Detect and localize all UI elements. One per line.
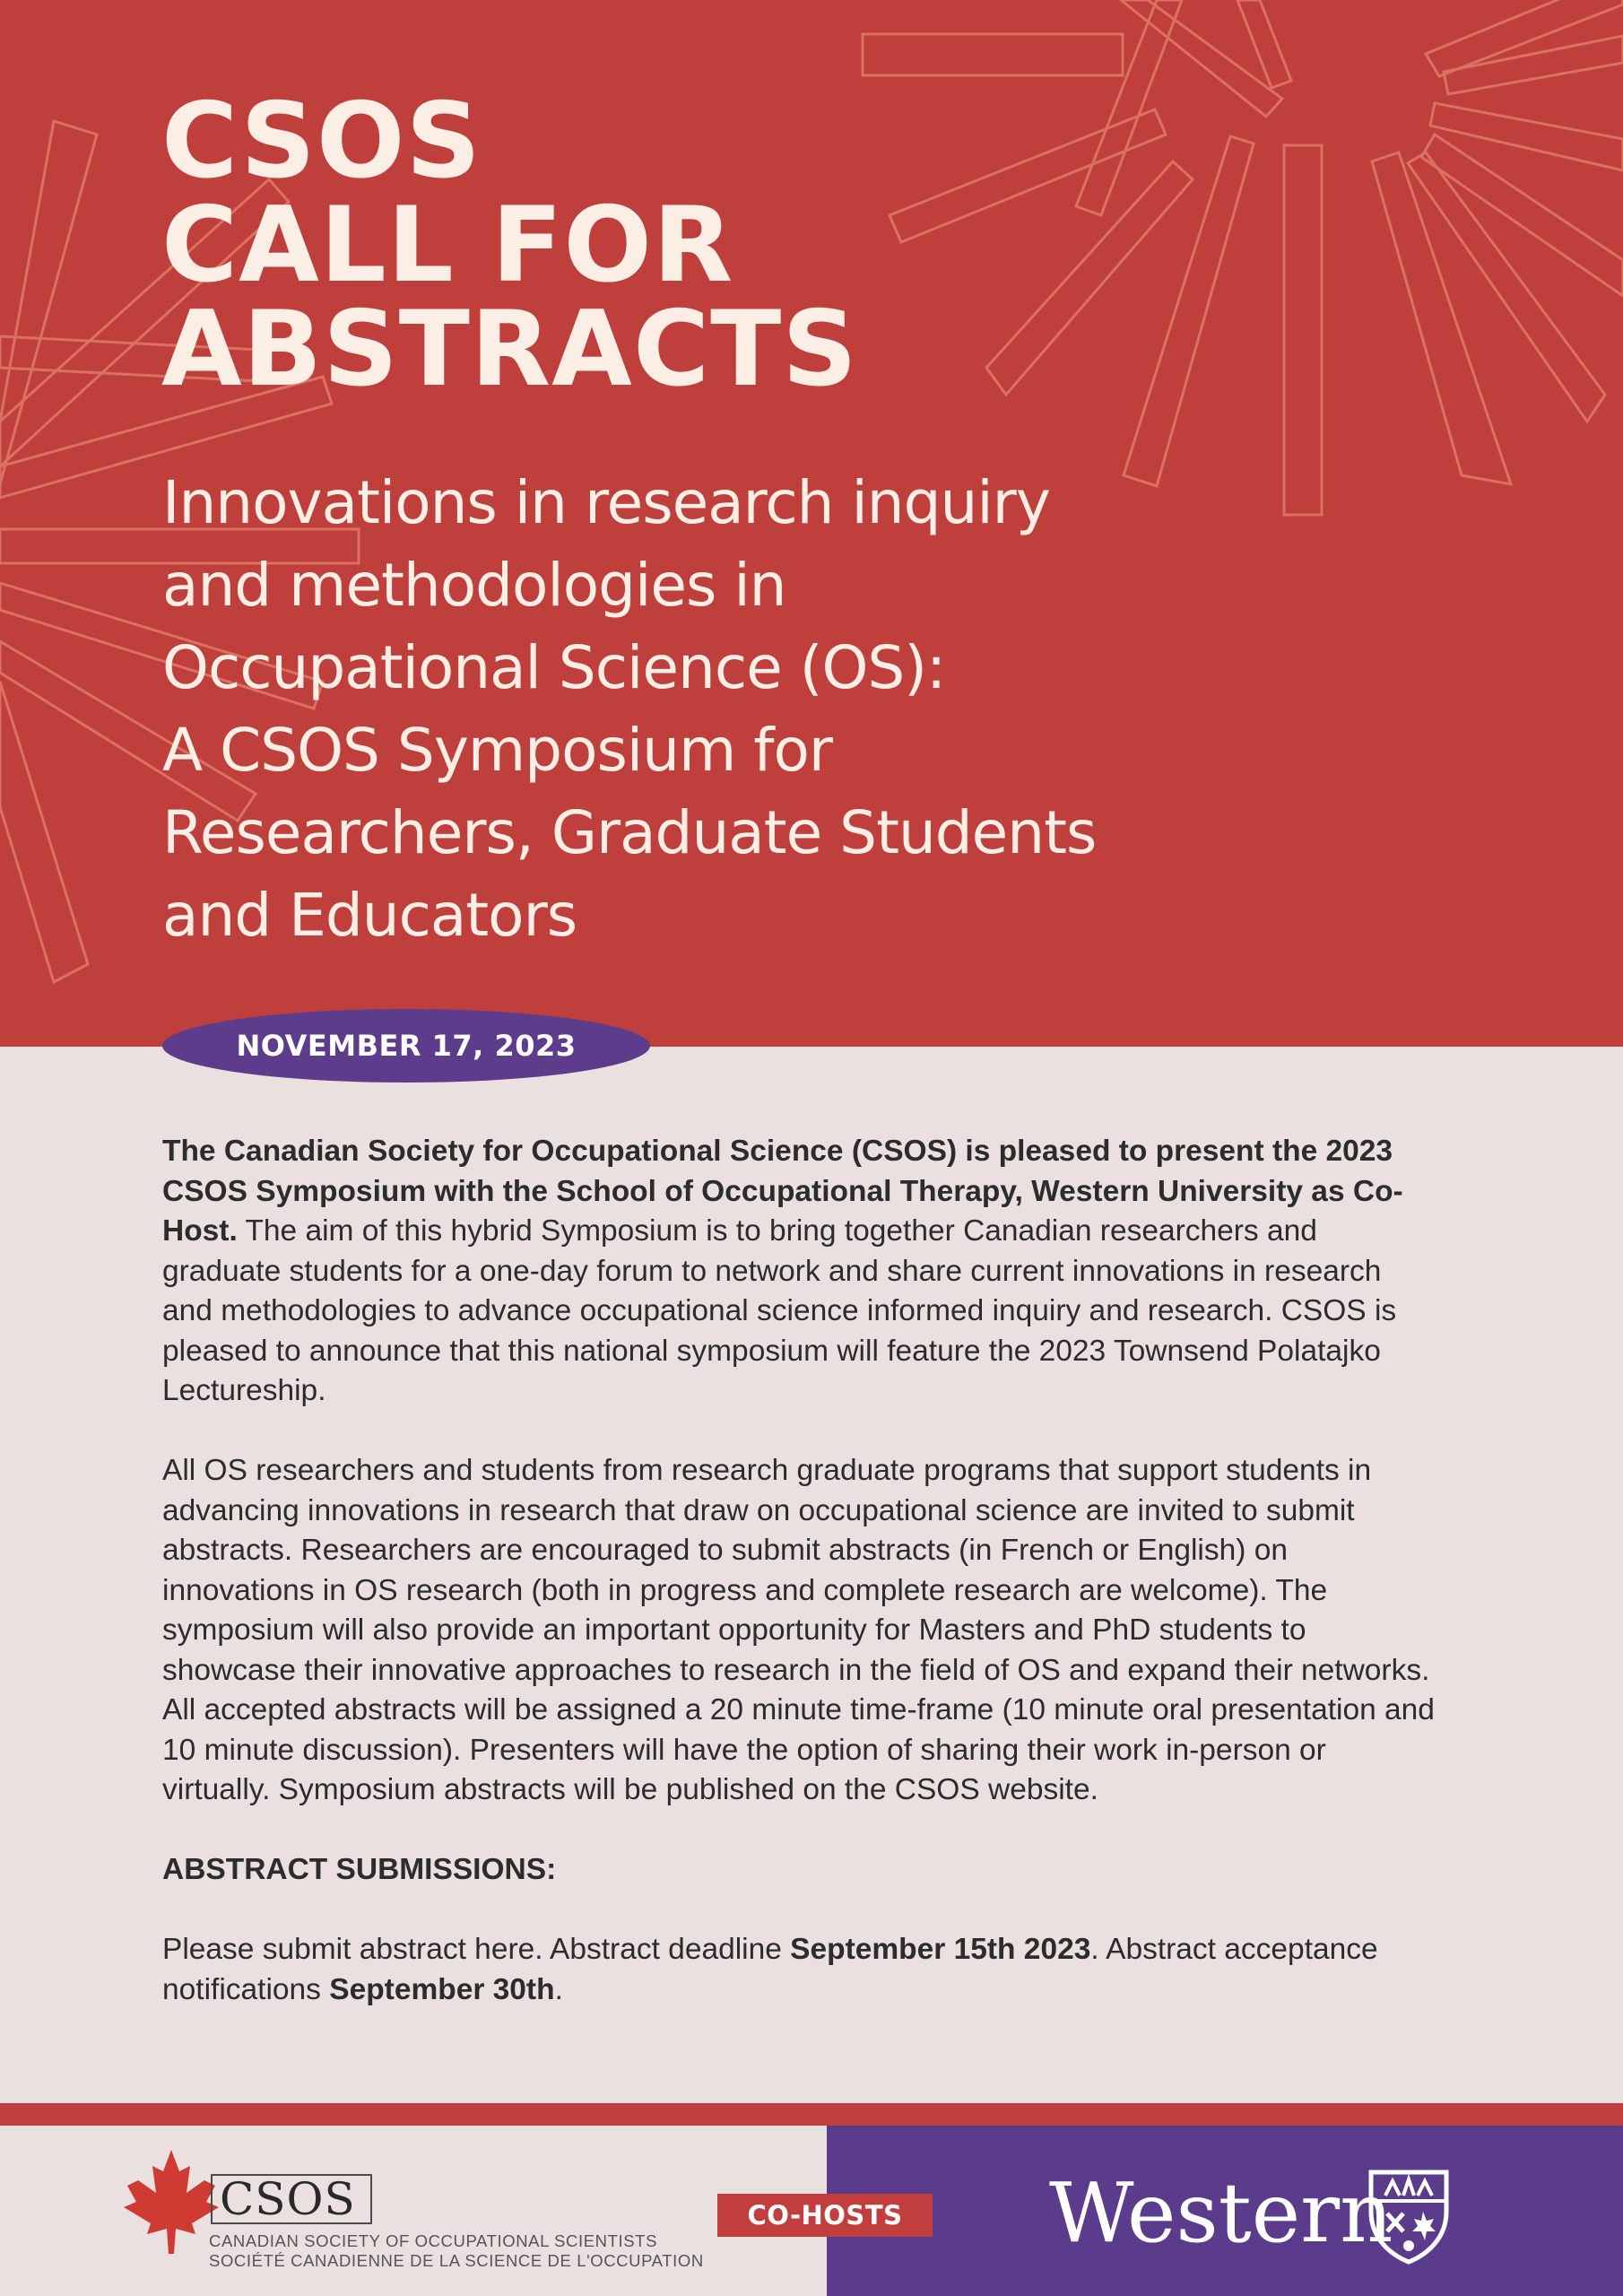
subtitle-line: Occupational Science (OS): [162,633,946,702]
western-shield-icon [1367,2167,1450,2266]
page-title [161,81,858,410]
event-date-badge: NOVEMBER 17, 2023 [162,1009,650,1083]
csos-logo: CSOS [211,2174,372,2224]
deadline-date: September 15th 2023 [790,1933,1091,1966]
submission-paragraph [162,1930,1436,2010]
western-logo: Western [1049,2165,1393,2261]
intro-text: The aim of this hybrid Symposium is to bring together Canadian researchers and graduate students for a one-day forum to network and share current innovations in research and methodologies to advance occupational science informed inquiry and research. CSOS is pleased to announce that this national symposium will feature the 2023 Townsend Polatajko Lectureship. [162,1214,1397,1407]
footer-divider [0,2103,1623,2126]
intro-paragraph [162,1132,1436,1412]
eligibility-paragraph: All OS researchers and students from research graduate programs that support students in advancing innovations in research that draw on occupational science are invited to submit abstracts. Researchers are encouraged to submit abstracts (in French or English) on innovations in OS research (both in progress and complete research are welcome). The symposium will also provide an important opportunity for Masters and PhD students to showcase their innovative approaches to research in the field of OS and expand their networks. All accepted abstracts will be assigned a 20 minute time-frame (10 minute oral presentation and 10 minute discussion). Presenters will have the option of sharing their work in-person or virtually. Symposium abstracts will be published on the CSOS website. [162,1454,1435,1806]
title-line: ABSTRACTS [161,289,858,410]
subtitle-line: and methodologies in [162,551,786,620]
subtitle-line: Researchers, Graduate Students [162,798,1097,867]
title-line: CSOS [161,81,482,202]
symposium-subtitle [162,462,1238,957]
subtitle-line: and Educators [162,881,577,950]
csos-name-french: SOCIÉTÉ CANADIENNE DE LA SCIENCE DE L'OCCUPATION [209,2251,704,2270]
submissions-heading: ABSTRACT SUBMISSIONS: [162,1853,557,1886]
subtitle-line: Innovations in research inquiry [162,468,1050,537]
maple-leaf-icon [122,2148,221,2256]
notification-date: September 30th [329,1972,555,2006]
submission-text: . Abstract acceptance notifications [162,1933,1378,2006]
hero-banner [0,0,1623,1047]
submission-text: Please submit abstract here. Abstract deadline [162,1933,791,1966]
main-content [162,1132,1436,2050]
title-line: CALL FOR [161,185,734,306]
subtitle-line: A CSOS Symposium for [162,716,833,785]
csos-name-english: CANADIAN SOCIETY OF OCCUPATIONAL SCIENTISTS [209,2231,658,2250]
submission-text: . [554,1972,563,2006]
cohosts-label: CO-HOSTS [717,2194,933,2237]
intro-bold-text: The Canadian Society for Occupational Science (CSOS) is pleased to present the 2023 CSOS Symposium with the School of Occupational Therapy, Western University as Co-Host. [162,1135,1403,1248]
